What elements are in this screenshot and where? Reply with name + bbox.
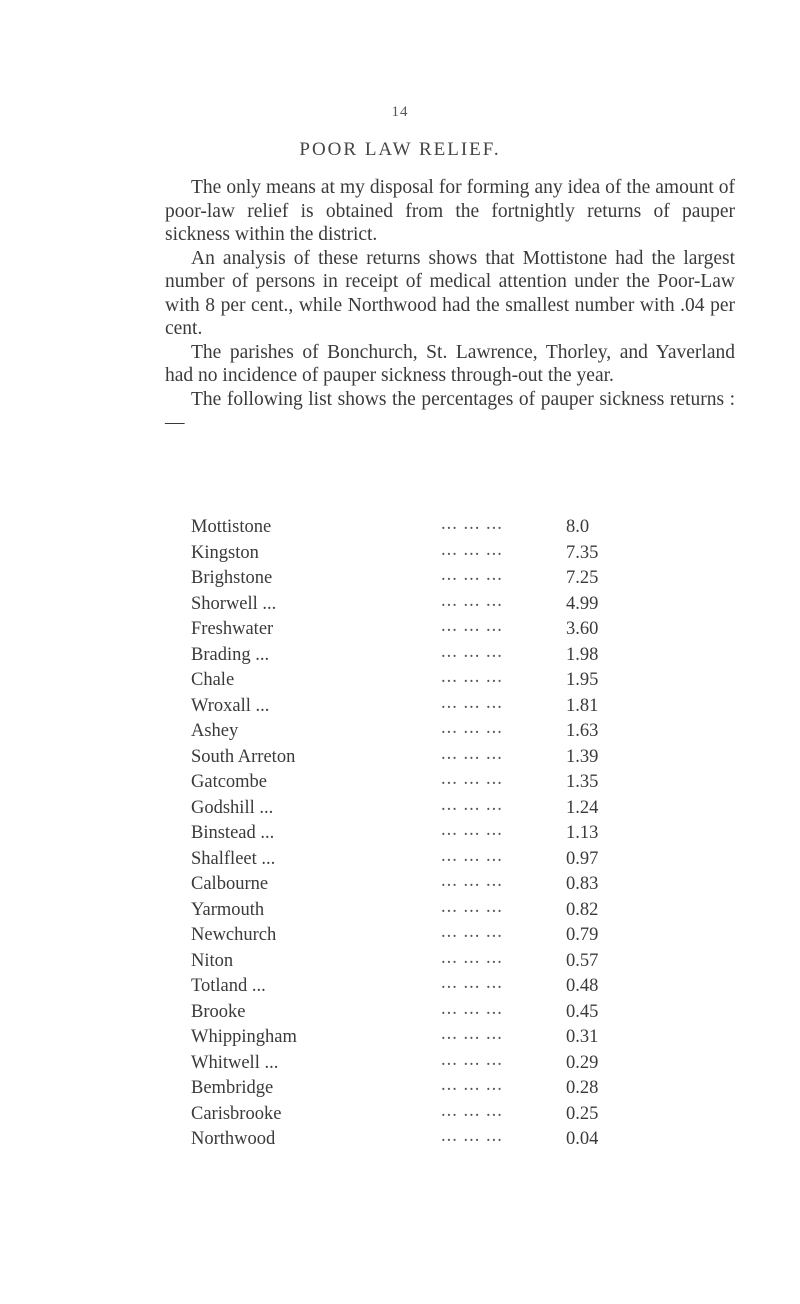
parish-name: Brooke (191, 1001, 246, 1022)
leader-dots: ... ... ... (441, 539, 503, 560)
leader-dots: ... ... ... (441, 1075, 503, 1095)
table-row (191, 1076, 631, 1102)
body-text (165, 176, 735, 435)
parish-name: South Arreton (191, 746, 296, 767)
percent-value: 0.97 (566, 848, 599, 869)
percent-value: 0.48 (566, 976, 599, 996)
percent-value: 4.99 (566, 593, 599, 614)
percent-value: 1.24 (566, 797, 599, 818)
percent-value: 7.25 (566, 568, 599, 588)
percent-value: 0.82 (566, 899, 599, 920)
parish-name: Wroxall ... (191, 695, 270, 716)
leader-dots: ... ... ... (441, 922, 503, 942)
parish-name: Northwood (191, 1129, 276, 1149)
table-row (191, 770, 631, 796)
leader-dots: ... ... ... (441, 973, 503, 993)
parish-name: Binstead ... (191, 823, 275, 843)
percent-value: 0.29 (566, 1052, 599, 1073)
table-row (191, 719, 631, 745)
percent-value: 0.04 (566, 1129, 599, 1149)
percent-value: 0.45 (566, 1001, 599, 1022)
percent-value: 0.83 (566, 874, 599, 894)
paragraph-means: The only means at my disposal for forming any idea of the amount of poor-law relief is obtained from the fortnightly returns of pauper sickness within the district. (165, 177, 735, 245)
table-row (191, 847, 631, 873)
percent-value: 1.98 (566, 644, 599, 665)
leader-dots: ... ... ... (441, 514, 503, 534)
leader-dots: ... ... ... (441, 1049, 503, 1070)
table-row (191, 1025, 631, 1051)
percent-value: 1.63 (566, 721, 599, 741)
parish-name: Whippingham (191, 1027, 297, 1047)
table-row (191, 923, 631, 949)
paragraph-analysis: An analysis of these returns shows that Mottistone had the largest number of persons in receipt of medical attention under the Poor-Law with 8 per cent., while Northwood had the smallest number with .04 per cent. (165, 247, 735, 339)
leader-dots: ... ... ... (441, 871, 503, 891)
parish-name: Totland ... (191, 976, 266, 996)
table-row (191, 592, 631, 618)
percent-value: 1.39 (566, 746, 599, 767)
parish-name: Newchurch (191, 925, 277, 945)
returns-table (191, 515, 631, 1153)
parish-name: Bembridge (191, 1078, 274, 1098)
table-row (191, 566, 631, 592)
parish-name: Carisbrooke (191, 1103, 282, 1124)
parish-name: Godshill ... (191, 797, 274, 818)
table-row (191, 541, 631, 567)
leader-dots: ... ... ... (441, 1126, 503, 1146)
parish-name: Calbourne (191, 874, 269, 894)
parish-name: Niton (191, 950, 234, 971)
table-row (191, 745, 631, 771)
section-title: POOR LAW RELIEF. (299, 139, 501, 160)
table-row (191, 1000, 631, 1026)
parish-name: Whitwell ... (191, 1052, 279, 1073)
parish-name: Chale (191, 670, 235, 690)
percent-value: 0.57 (566, 950, 599, 971)
leader-dots: ... ... ... (441, 616, 503, 636)
percent-value: 1.13 (566, 823, 599, 843)
percent-value: 0.25 (566, 1103, 599, 1124)
parish-name: Mottistone (191, 517, 272, 537)
leader-dots: ... ... ... (441, 692, 503, 713)
leader-dots: ... ... ... (441, 718, 503, 738)
paragraph-list-intro: The following list shows the percentages of pauper sickness returns :— (165, 388, 735, 433)
table-row (191, 1051, 631, 1077)
leader-dots: ... ... ... (441, 667, 503, 687)
leader-dots: ... ... ... (441, 998, 503, 1019)
table-row (191, 668, 631, 694)
parish-name: Shorwell ... (191, 593, 277, 614)
table-row (191, 694, 631, 720)
table-row (191, 1127, 631, 1153)
leader-dots: ... ... ... (441, 769, 503, 789)
leader-dots: ... ... ... (441, 947, 503, 968)
parish-name: Kingston (191, 542, 259, 563)
paragraph-parishes: The parishes of Bonchurch, St. Lawrence, Thorley, and Yaverland had no incidence of pauper sickness through-out the year. (165, 341, 735, 386)
leader-dots: ... ... ... (441, 743, 503, 764)
table-row (191, 974, 631, 1000)
percent-value: 7.35 (566, 542, 599, 563)
table-row (191, 949, 631, 975)
leader-dots: ... ... ... (441, 845, 503, 866)
table-row (191, 617, 631, 643)
leader-dots: ... ... ... (441, 641, 503, 662)
leader-dots: ... ... ... (441, 590, 503, 611)
percent-value: 8.0 (566, 517, 590, 537)
percent-value: 1.35 (566, 772, 599, 792)
parish-name: Shalfleet ... (191, 848, 276, 869)
percent-value: 0.28 (566, 1078, 599, 1098)
table-row (191, 1102, 631, 1128)
table-row (191, 821, 631, 847)
leader-dots: ... ... ... (441, 896, 503, 917)
table-row (191, 898, 631, 924)
parish-name: Ashey (191, 721, 239, 741)
parish-name: Yarmouth (191, 899, 265, 920)
percent-value: 1.81 (566, 695, 599, 716)
leader-dots: ... ... ... (441, 1100, 503, 1121)
table-row (191, 515, 631, 541)
parish-name: Freshwater (191, 619, 274, 639)
leader-dots: ... ... ... (441, 820, 503, 840)
percent-value: 1.95 (566, 670, 599, 690)
leader-dots: ... ... ... (441, 565, 503, 585)
page-number: 14 (391, 104, 409, 120)
table-row (191, 796, 631, 822)
leader-dots: ... ... ... (441, 794, 503, 815)
parish-name: Brighstone (191, 568, 273, 588)
percent-value: 0.79 (566, 925, 599, 945)
table-row (191, 872, 631, 898)
parish-name: Gatcombe (191, 772, 268, 792)
percent-value: 3.60 (566, 619, 599, 639)
percent-value: 0.31 (566, 1027, 599, 1047)
leader-dots: ... ... ... (441, 1024, 503, 1044)
parish-name: Brading ... (191, 644, 270, 665)
table-row (191, 643, 631, 669)
